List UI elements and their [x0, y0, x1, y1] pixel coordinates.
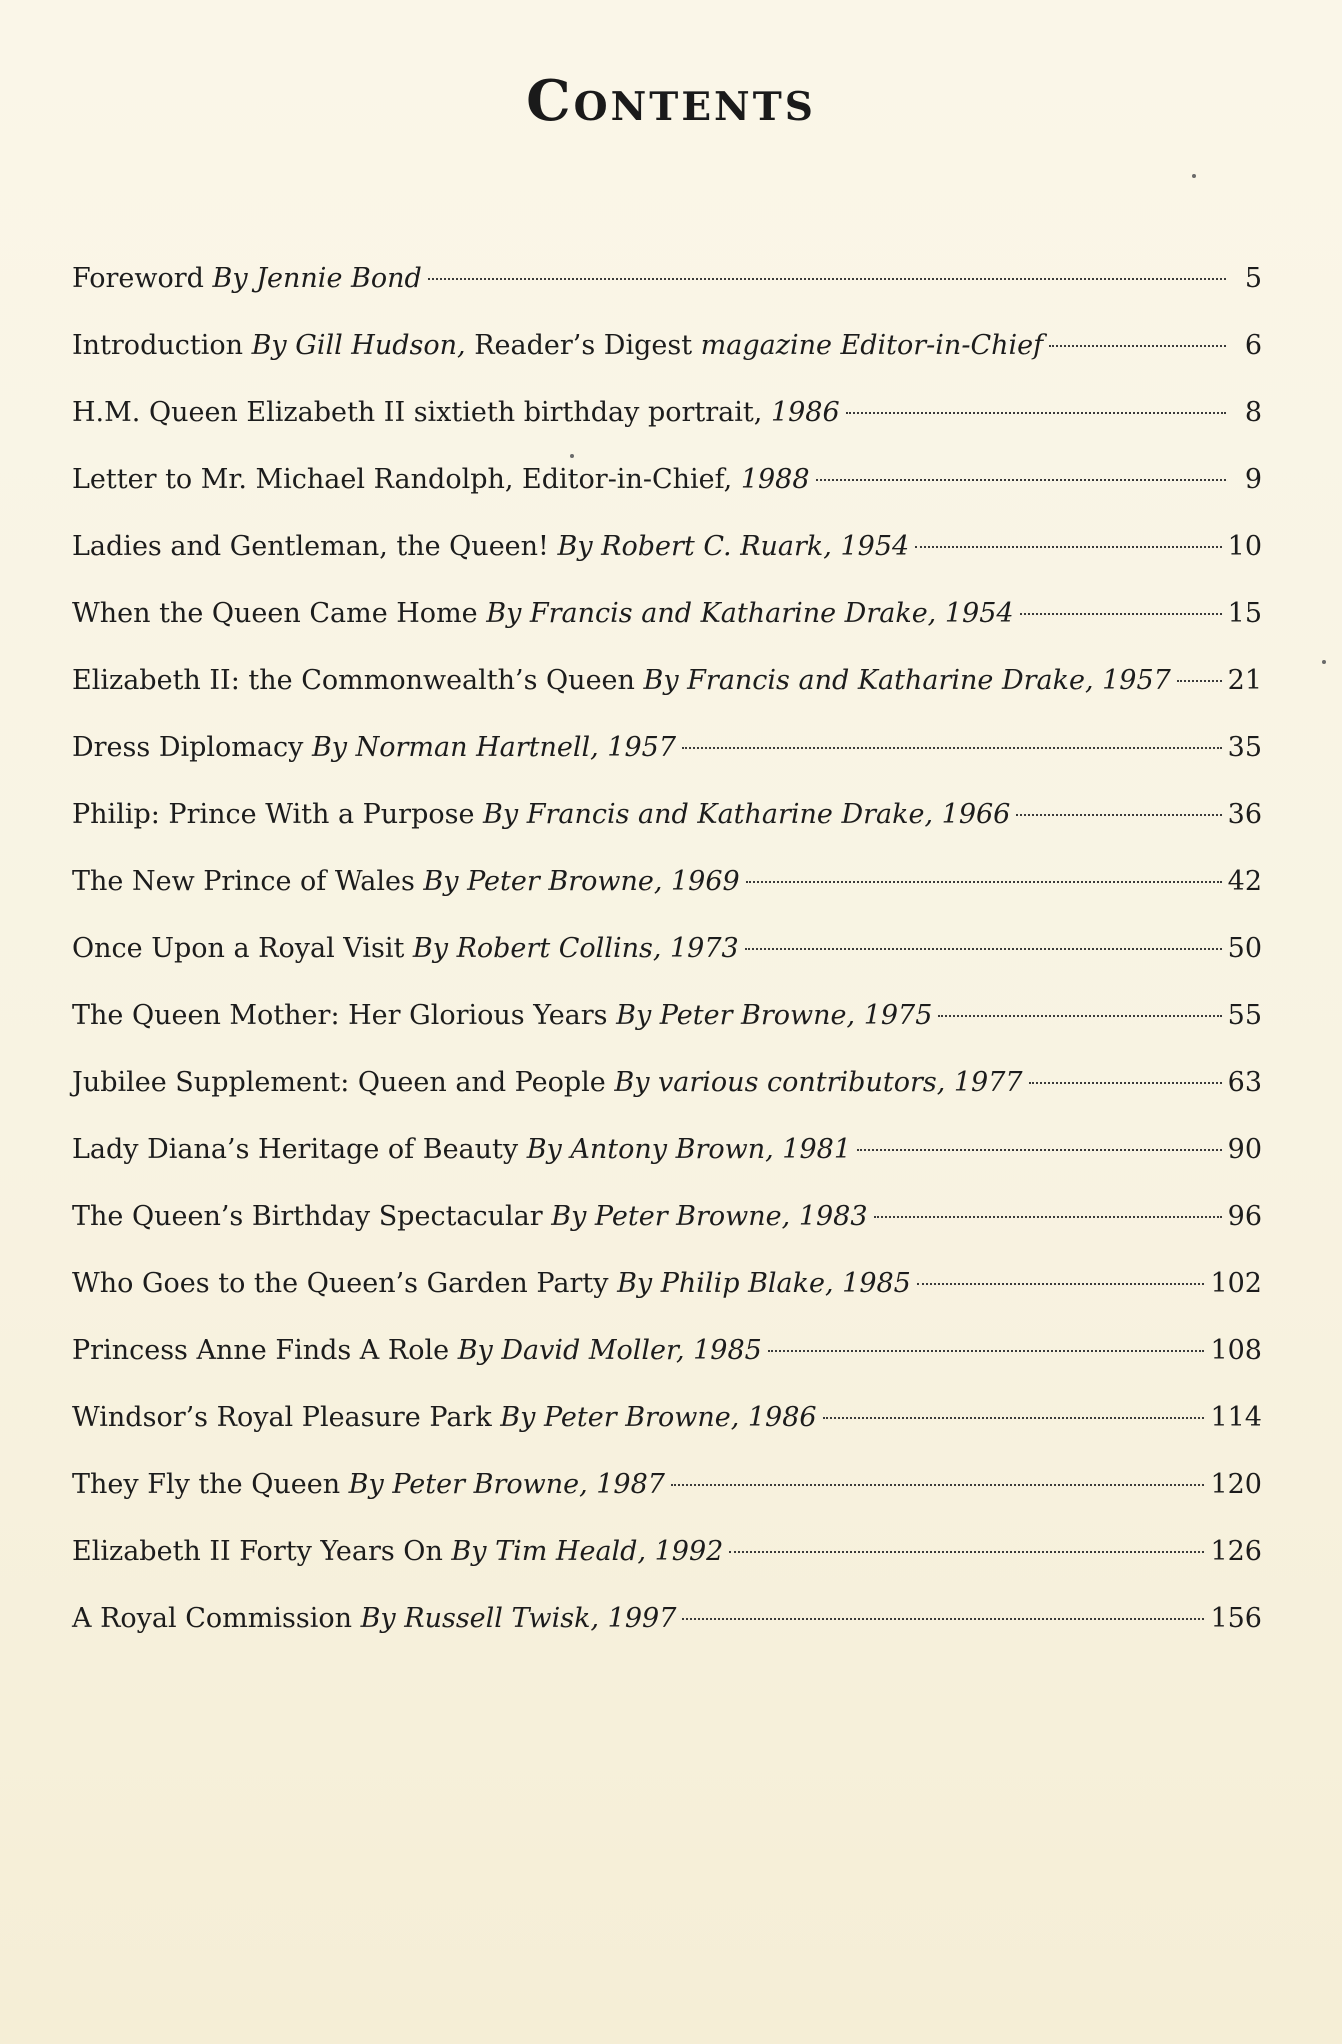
entry-author: By various contributors, 1977 — [614, 1067, 1023, 1098]
entry-author: By Francis and Katharine Drake, 1957 — [643, 665, 1171, 696]
page-number: 114 — [1210, 1402, 1262, 1433]
dot-leader — [823, 1417, 1205, 1419]
dot-leader — [746, 881, 1222, 883]
toc-entry-title — [72, 1401, 817, 1435]
page-number: 90 — [1227, 1134, 1262, 1165]
entry-author: By David Moller, 1985 — [457, 1335, 762, 1366]
page-number: 156 — [1210, 1603, 1262, 1634]
dot-leader — [1029, 1082, 1222, 1084]
toc-entry — [72, 731, 1262, 798]
entry-author: By Russell Twisk, 1997 — [360, 1603, 677, 1634]
entry-author: By Tim Heald, 1992 — [451, 1536, 724, 1567]
dot-leader — [1049, 345, 1226, 347]
entry-author: By Robert Collins, 1973 — [412, 933, 739, 964]
entry-author: By Philip Blake, 1985 — [617, 1268, 911, 1299]
toc-entry-title — [72, 1267, 911, 1301]
entry-title-text: Windsor’s Royal Pleasure Park — [72, 1402, 501, 1433]
toc-entry-title — [72, 798, 1010, 832]
toc-entry — [72, 798, 1262, 865]
toc-entry — [72, 530, 1262, 597]
page-number: 35 — [1227, 732, 1262, 763]
toc-entry-title — [72, 530, 909, 564]
dot-leader — [857, 1149, 1222, 1151]
table-of-contents — [72, 262, 1262, 1669]
toc-entry-title — [72, 597, 1014, 631]
page-number: 15 — [1227, 598, 1262, 629]
page-number: 10 — [1227, 531, 1262, 562]
toc-entry-title — [72, 1535, 723, 1569]
entry-author: By Jennie Bond — [212, 263, 422, 294]
toc-entry-title — [72, 262, 422, 296]
dot-leader — [874, 1216, 1222, 1218]
entry-author: 1988 — [740, 464, 810, 495]
entry-suffix: Reader’s Digest — [465, 330, 701, 361]
page-title: Contents — [526, 67, 816, 134]
entry-title-text: Dress Diplomacy — [72, 732, 312, 763]
entry-title-text: Elizabeth II Forty Years On — [72, 1536, 452, 1567]
toc-entry — [72, 999, 1262, 1066]
entry-author: By Antony Brown, 1981 — [526, 1134, 851, 1165]
paper-speck — [1322, 660, 1326, 664]
toc-entry-title — [72, 1334, 762, 1368]
toc-entry — [72, 1401, 1262, 1468]
entry-title-text: Elizabeth II: the Commonwealth’s Queen — [72, 665, 644, 696]
dot-leader — [682, 1618, 1204, 1620]
toc-entry-title — [72, 1133, 851, 1167]
entry-author: By Robert C. Ruark, 1954 — [557, 531, 910, 562]
page-number: 8 — [1244, 397, 1262, 428]
page-number: 6 — [1244, 330, 1262, 361]
page-number: 120 — [1210, 1469, 1262, 1500]
toc-entry — [72, 1066, 1262, 1133]
toc-entry-title — [72, 329, 1043, 363]
dot-leader — [671, 1484, 1204, 1486]
entry-title-text: Princess Anne Finds A Role — [72, 1335, 458, 1366]
toc-entry — [72, 1602, 1262, 1669]
entry-author: By Peter Browne, 1987 — [348, 1469, 665, 1500]
page-number: 102 — [1210, 1268, 1262, 1299]
entry-title-text: They Fly the Queen — [72, 1469, 349, 1500]
toc-entry-title — [72, 865, 740, 899]
page-number: 21 — [1227, 665, 1262, 696]
entry-author: By Peter Browne, 1969 — [423, 866, 740, 897]
page-number: 42 — [1227, 866, 1262, 897]
toc-entry — [72, 1535, 1262, 1602]
toc-entry — [72, 1267, 1262, 1334]
toc-entry — [72, 463, 1262, 530]
paper-speck — [1192, 174, 1196, 178]
entry-title-text: Who Goes to the Queen’s Garden Party — [72, 1268, 618, 1299]
entry-author: By Peter Browne, 1986 — [500, 1402, 817, 1433]
toc-entry-title — [72, 1066, 1023, 1100]
toc-entry — [72, 932, 1262, 999]
page-number: 108 — [1210, 1335, 1262, 1366]
page-number: 96 — [1227, 1201, 1262, 1232]
entry-author: By Francis and Katharine Drake, 1966 — [483, 799, 1011, 830]
toc-entry-title — [72, 1200, 868, 1234]
entry-title-text: Philip: Prince With a Purpose — [72, 799, 484, 830]
entry-title-text: Ladies and Gentleman, the Queen! — [72, 531, 558, 562]
entry-author: By Norman Hartnell, 1957 — [311, 732, 677, 763]
toc-entry-title — [72, 1468, 665, 1502]
entry-title-text: The Queen’s Birthday Spectacular — [72, 1201, 552, 1232]
entry-title-text: When the Queen Came Home — [72, 598, 487, 629]
toc-entry-title — [72, 463, 810, 497]
entry-title-text: The Queen Mother: Her Glorious Years — [72, 1000, 617, 1031]
entry-title-text: Jubilee Supplement: Queen and People — [72, 1067, 615, 1098]
entry-author: By Gill Hudson, — [251, 330, 466, 361]
page-number: 5 — [1244, 263, 1262, 294]
page-number: 55 — [1227, 1000, 1262, 1031]
toc-entry-title — [72, 999, 932, 1033]
page-number: 50 — [1227, 933, 1262, 964]
entry-title-text: Once Upon a Royal Visit — [72, 933, 413, 964]
entry-author: By Francis and Katharine Drake, 1954 — [486, 598, 1014, 629]
entry-title-text: The New Prince of Wales — [72, 866, 424, 897]
dot-leader — [1177, 680, 1222, 682]
page-number: 36 — [1227, 799, 1262, 830]
dot-leader — [745, 948, 1222, 950]
paper-speck — [570, 454, 574, 458]
dot-leader — [682, 747, 1222, 749]
dot-leader — [917, 1283, 1205, 1285]
entry-title-text: Foreword — [72, 263, 213, 294]
entry-author: By Peter Browne, 1975 — [616, 1000, 933, 1031]
dot-leader — [428, 278, 1226, 280]
toc-entry — [72, 664, 1262, 731]
dot-leader — [938, 1015, 1221, 1017]
toc-entry — [72, 1200, 1262, 1267]
toc-entry-title — [72, 1602, 676, 1636]
toc-entry — [72, 396, 1262, 463]
toc-entry-title — [72, 932, 739, 966]
dot-leader — [816, 479, 1226, 481]
entry-title-text: H.M. Queen Elizabeth II sixtieth birthday portrait, — [72, 397, 771, 428]
toc-entry — [72, 1468, 1262, 1535]
dot-leader — [768, 1350, 1205, 1352]
toc-entry — [72, 1334, 1262, 1401]
entry-suffix-italic: magazine Editor-in-Chief — [700, 330, 1044, 361]
entry-author: By Peter Browne, 1983 — [551, 1201, 868, 1232]
dot-leader — [846, 412, 1226, 414]
entry-title-text: Letter to Mr. Michael Randolph, Editor-in-Chief, — [72, 464, 741, 495]
dot-leader — [1020, 613, 1222, 615]
dot-leader — [1016, 814, 1221, 816]
entry-title-text: A Royal Commission — [72, 1603, 361, 1634]
dot-leader — [915, 546, 1221, 548]
page-number: 126 — [1210, 1536, 1262, 1567]
page-number: 9 — [1244, 464, 1262, 495]
toc-entry — [72, 262, 1262, 329]
entry-title-text: Introduction — [72, 330, 252, 361]
page-number: 63 — [1227, 1067, 1262, 1098]
entry-title-text: Lady Diana’s Heritage of Beauty — [72, 1134, 527, 1165]
toc-entry — [72, 865, 1262, 932]
toc-entry — [72, 597, 1262, 664]
toc-entry-title — [72, 731, 676, 765]
dot-leader — [729, 1551, 1204, 1553]
toc-entry — [72, 329, 1262, 396]
toc-entry — [72, 1133, 1262, 1200]
entry-author: 1986 — [770, 397, 840, 428]
toc-entry-title — [72, 396, 840, 430]
toc-entry-title — [72, 664, 1171, 698]
